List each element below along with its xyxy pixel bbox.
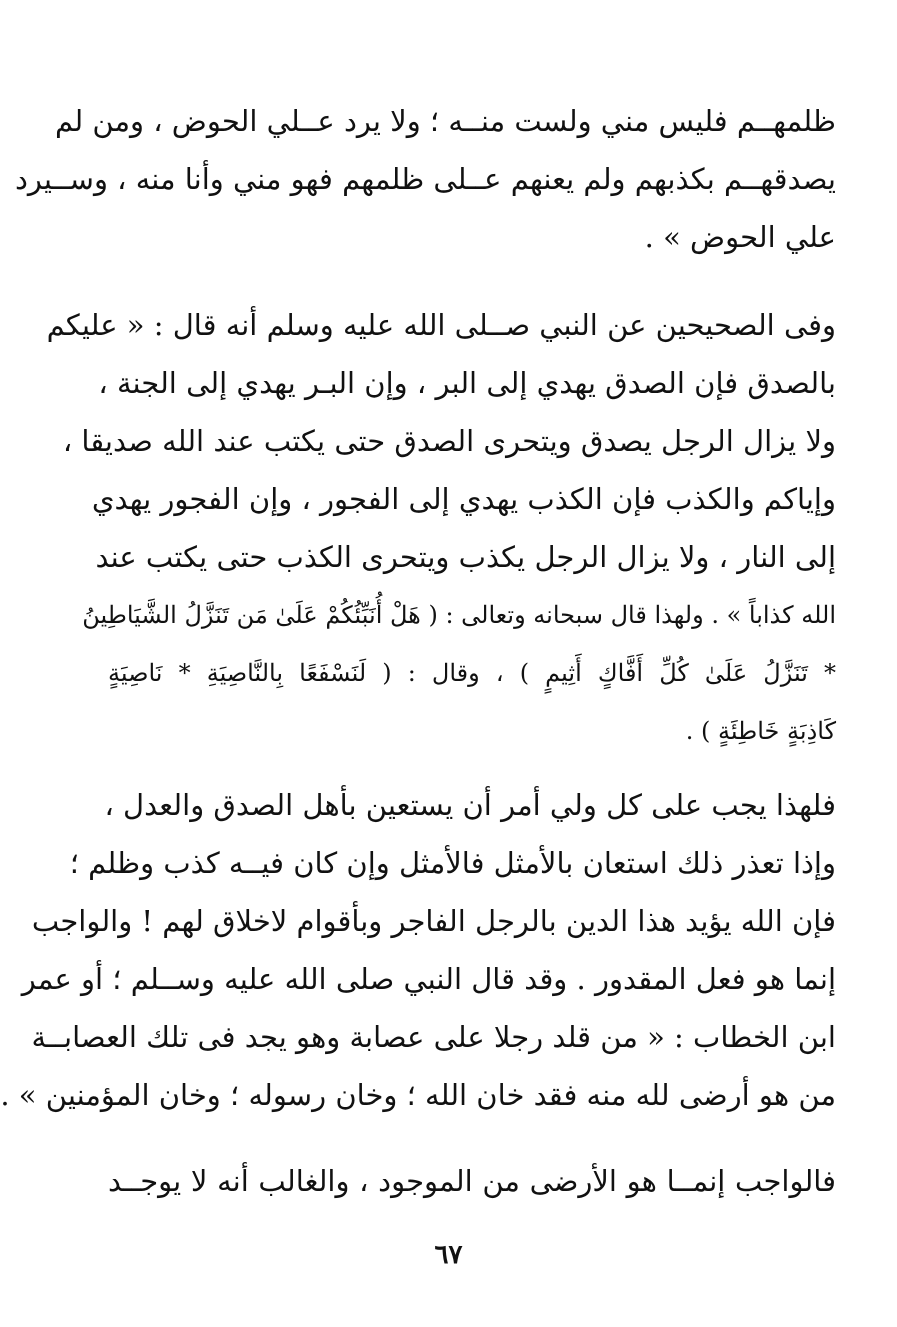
text-line: ولا يزال الرجل يصدق ويتحرى الصدق حتى يكتب عند الله صديقا ،	[62, 424, 836, 458]
text-line: إنما هو فعل المقدور . وقد قال النبي صلى الله عليه وســلم ؛ أو عمر	[21, 962, 836, 996]
text-line: فالواجب إنمــا هو الأرضى من الموجود ، والغالب أنه لا يوجــد	[108, 1164, 836, 1198]
text-line: فلهذا يجب على كل ولي أمر أن يستعين بأهل الصدق والعدل ،	[104, 788, 836, 822]
text-line: فإن الله يؤيد هذا الدين بالرجل الفاجر وبأقوام لاخلاق لهم ! والواجب	[31, 904, 836, 938]
quran-verse-line: * تَنَزَّلُ عَلَىٰ كُلِّ أَفَّاكٍ أَثِيمٍ ) ، وقال : ( لَنَسْفَعًا بِالنَّاصِيَةِ * نَاصِيَةٍ	[108, 659, 836, 687]
page-number: ٦٧	[434, 1240, 463, 1270]
paragraph-3	[0, 776, 836, 1124]
text-line: وإياكم والكذب فإن الكذب يهدي إلى الفجور ، وإن الفجور يهدي	[91, 482, 836, 516]
text-line: ظلمهــم فليس مني ولست منــه ؛ ولا يرد عــلي الحوض ، ومن لم	[55, 104, 836, 138]
text-line: من هو أرضى لله منه فقد خان الله ؛ وخان رسوله ؛ وخان المؤمنين » .	[0, 1078, 836, 1112]
text-line: إلى النار ، ولا يزال الرجل يكذب ويتحرى الكذب حتى يكتب عند	[95, 540, 836, 574]
text-line: يصدقهــم بكذبهم ولم يعنهم عــلى ظلمهم فهو مني وأنا منه ، وســيرد	[14, 162, 836, 196]
quran-verse-line: الله كذاباً » . ولهذا قال سبحانه وتعالى : ( هَلْ أُنَبِّئُكُمْ عَلَىٰ مَن تَنَزَّلُ الشَّيَاطِينُ	[82, 601, 836, 629]
text-line: علي الحوض » .	[644, 220, 836, 254]
quran-verse-line: كَاذِبَةٍ خَاطِئَةٍ ) .	[685, 717, 836, 745]
paragraph-4	[108, 1152, 836, 1210]
paragraph-2	[46, 296, 836, 760]
text-line: وفى الصحيحين عن النبي صــلى الله عليه وسلم أنه قال : « عليكم	[46, 308, 836, 342]
paragraph-1	[14, 92, 836, 266]
text-line: ابن الخطاب : « من قلد رجلا على عصابة وهو يجد فى تلك العصابــة	[31, 1020, 836, 1054]
text-line: وإذا تعذر ذلك استعان بالأمثل فالأمثل وإن كان فيــه كذب وظلم ؛	[69, 846, 836, 880]
text-line: بالصدق فإن الصدق يهدي إلى البر ، وإن البـر يهدي إلى الجنة ،	[98, 366, 836, 400]
